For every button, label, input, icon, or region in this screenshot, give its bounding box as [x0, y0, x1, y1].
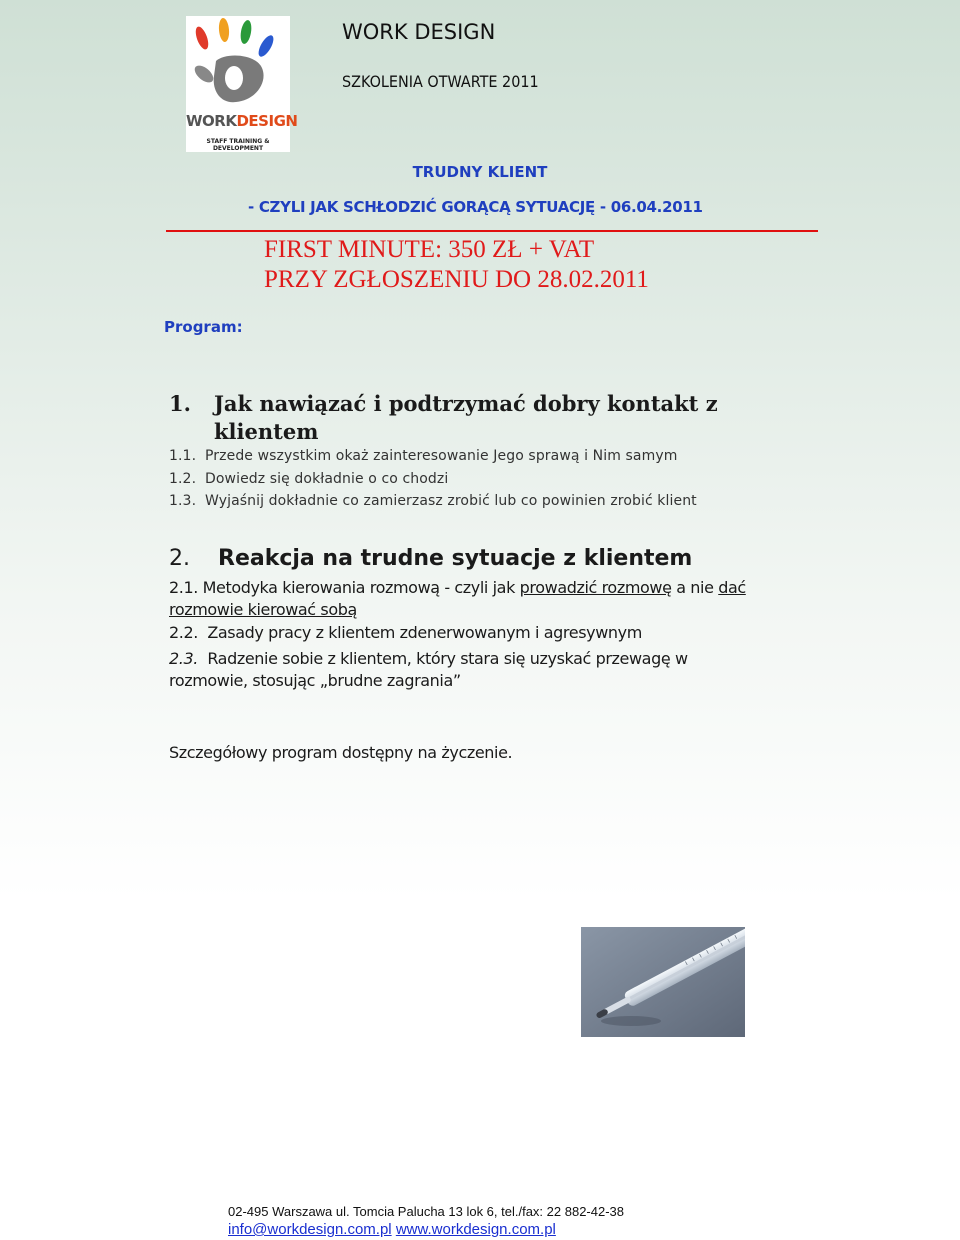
email-link[interactable]: info@workdesign.com.pl — [228, 1221, 392, 1238]
topic-title: TRUDNY KLIENT — [412, 163, 548, 181]
section-2-number: 2. — [169, 546, 190, 571]
list-item — [169, 648, 769, 692]
list-item-text: Metodyka kierowania rozmową - czyli jak — [202, 578, 520, 597]
thermometer-photo — [581, 927, 745, 1037]
section-1-title-line-2: klientem — [214, 419, 319, 444]
list-item-text: Przede wszystkim okaż zainteresowanie Jego sprawą i Nim samym — [205, 448, 678, 464]
footer-address: 02-495 Warszawa ul. Tomcia Palucha 13 lok 6, tel./fax: 22 882-42-38 — [228, 1204, 624, 1219]
promo-line-1: FIRST MINUTE: 350 ZŁ + VAT — [264, 236, 595, 263]
list-item — [169, 448, 677, 464]
list-item-number: 1.3. — [169, 493, 197, 509]
brand-name: WORK DESIGN — [342, 20, 496, 44]
list-item-text: Dowiedz się dokładnie o co chodzi — [205, 471, 449, 487]
workdesign-logo — [186, 16, 298, 152]
list-item-text: a nie — [671, 578, 719, 597]
list-item-underlined-text: prowadzić rozmowę — [519, 578, 672, 597]
list-item — [169, 471, 448, 487]
list-item-text: Radzenie sobie z klientem, który stara się uzyskać przewagę w rozmowie, stosując „brudne zagrania” — [169, 649, 688, 690]
logo-tagline: STAFF TRAINING & DEVELOPMENT — [206, 138, 270, 152]
section-1-title-line-1: Jak nawiązać i podtrzymać dobry kontakt z — [214, 391, 718, 416]
list-item-text: Zasady pracy z klientem zdenerwowanym i agresywnym — [207, 623, 642, 642]
list-item-number: 2.2. — [169, 623, 198, 642]
topic-subtitle: - CZYLI JAK SCHŁODZIĆ GORĄCĄ SYTUACJĘ - 06.04.2011 — [248, 198, 703, 216]
list-item-number: 1.2. — [169, 471, 197, 487]
list-item — [169, 577, 759, 621]
section-1-number: 1. — [169, 391, 191, 416]
details-note: Szczegółowy program dostępny na życzenie. — [169, 743, 513, 762]
list-item — [169, 623, 642, 642]
section-2-title: Reakcja na trudne sytuacje z klientem — [218, 546, 693, 571]
list-item-number: 2.3. — [169, 649, 198, 668]
website-link[interactable]: www.workdesign.com.pl — [395, 1221, 556, 1238]
red-divider — [166, 230, 818, 232]
program-label: Program: — [164, 318, 243, 336]
page-subtitle: SZKOLENIA OTWARTE 2011 — [342, 72, 539, 91]
footer-links — [228, 1221, 556, 1238]
list-item-number: 2.1. — [169, 578, 198, 597]
list-item-number: 1.1. — [169, 448, 197, 464]
list-item — [169, 493, 697, 509]
logo-wordmark: WORKDESIGN — [186, 112, 298, 130]
thermometer-icon — [581, 927, 745, 1037]
promo-line-2: PRZY ZGŁOSZENIU DO 28.02.2011 — [264, 266, 649, 293]
handprint-logo-icon — [186, 16, 290, 116]
list-item-text: Wyjaśnij dokładnie co zamierzasz zrobić lub co powinien zrobić klient — [205, 493, 697, 509]
list-item-underlined-text: dać rozmowie kierować sobą — [169, 578, 746, 619]
